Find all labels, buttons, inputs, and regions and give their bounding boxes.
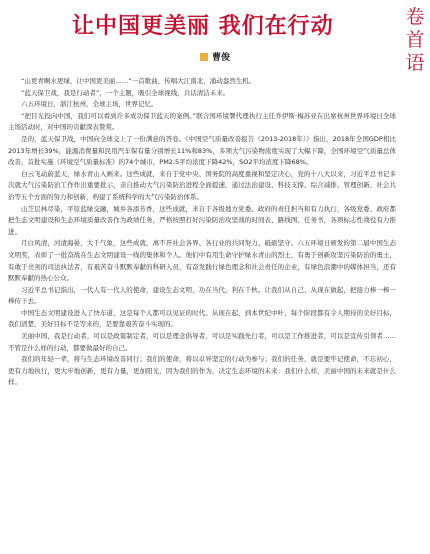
column-tag: 卷首语 — [405, 6, 425, 74]
paragraph: “把目光投向中国，我们可以看到许多成功保卫蓝天的案例。”联合国环境署代理执行主任乔伊斯·梅苏亚在出席杭州世界环境日全球主场活动时，对中国的贡献深表赞赏。 — [8, 111, 396, 132]
author-name: 曹俊 — [211, 53, 230, 63]
article-body — [8, 76, 396, 389]
paragraph: 山芝层林尽染，平原蓝绿交融，城乡各添芳香，这些成就，来自于各级地方党委、政府的责任担当和有力执行，各级党委、政府都把生态文明建设和生态环境质量改善作为政绩任务，严格按照打好污染防治攻坚战的时间表、路线图、任务书，各项标志性战役有力推进。 — [8, 204, 396, 236]
paragraph: “山更青啊水更绿，让中国更美丽……”一首歌曲，传唱大江南北，涌动盎然生机。 — [21, 77, 256, 85]
paragraph: 美丽中国，我是行动者，可以是政策制定者，可以是理念倡导者，可以是实践先行者，可以是工作推进者，可以是宣传引领者……不管是什么样的行动，都要做最好的自己。 — [8, 332, 396, 352]
paragraph: 习近平总书记指出，一代人有一代人的使命，建设生态文明，功在当代，利在千秋。让我们从自己、从现在做起，把接力棒一棒一棒传下去。 — [8, 285, 396, 306]
paragraph: “蓝天保卫战，我是行动者”，一个主题，吸引全球视线，共话清洁未来。 — [21, 88, 230, 97]
page-title: 让中国更美丽 我们在行动 — [72, 13, 334, 39]
author-line — [0, 50, 430, 64]
author-marker-icon — [200, 53, 208, 61]
paragraph: 中国生态文明建设进入了快车道，这是每个人都可以见证的时代。从现在起，到本世纪中叶，每个阶段都有令人期待的美好目标，我们清楚，美好目标不是等来的，是要靠艰苦奋斗实现的。 — [8, 308, 396, 329]
paragraph: 是的，蓝天保卫战，中国向全球交上了一份满意的答卷。《中国空气质量改善报告（2013-2018年）》指出，2018年全国GDP相比2013年增长39%，能源消费量和民用汽车保有量分别增长11%和83%，多项大气污染物浓度实现了大幅下降，全国环境空气质量总体改善，首批实施《环境空气质量标准》的74个城市，PM2.5平均浓度下降42%，SO2平均浓度下降68%。 — [8, 134, 396, 167]
paragraph: 月白风清，河清海晏，大千气象，这些成就，离不开社会各界、各行业的共同努力、砥砺坚守。六五环境日颁发的第二届中国生态文明奖，表彰了一批奋战在生态文明建设一线的集体和个人。他们中有用生命守护绿水青山的烈士，有勇于创新攻坚污染防治的勇士，有敢于亮剑的司法执法者，有艰苦奋斗默默奉献的科研人员，有奋发践行绿色理念和社会责任的企业，有绿色浪潮中的媒体担当，还有默默奉献的热心公众。 — [8, 239, 396, 283]
paragraph: 六五环境日，浙江杭州，全球主场，世界记忆。 — [21, 100, 158, 109]
paragraph: 我们的年轻一辈，将与生态环境改善同行；我们的使命，将以卓异坚定的行动为参与；我们的任务，就是要牢记使命，不忘初心，更有力地执行，更大步地创新，更有力量，更加阳光，因为我们的作为，决定生态环境的未来：我们什么样，美丽中国的未来就是什么样。 — [8, 355, 396, 387]
paragraph: 白云飞动蔚蓝天，绿水青山入画来。这些成就，来自于党中央、国务院的高度重视和坚定决心，党的十八大以来，习近平总书记多次就大气污染防治工作作出重要批示，亲自推动大气污染防治进程全面提速，通过法治建设、科技支撑、综合减排、管理创新、社会共治等五个方面的努力和创新，构建了系统科学的大气污染防治体系。 — [8, 169, 396, 201]
